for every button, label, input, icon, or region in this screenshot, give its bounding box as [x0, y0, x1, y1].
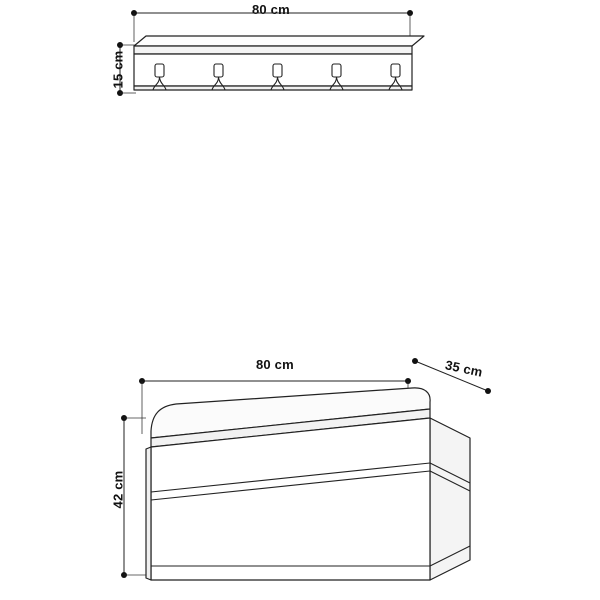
bench-height-label: 42 cm	[110, 470, 126, 509]
rack-width-label: 80 cm	[252, 2, 290, 17]
bench-depth-label: 35 cm	[443, 357, 485, 380]
rack-height-label: 15 cm	[110, 50, 126, 89]
storage-bench	[146, 388, 470, 580]
bench-width-label: 80 cm	[256, 357, 294, 372]
